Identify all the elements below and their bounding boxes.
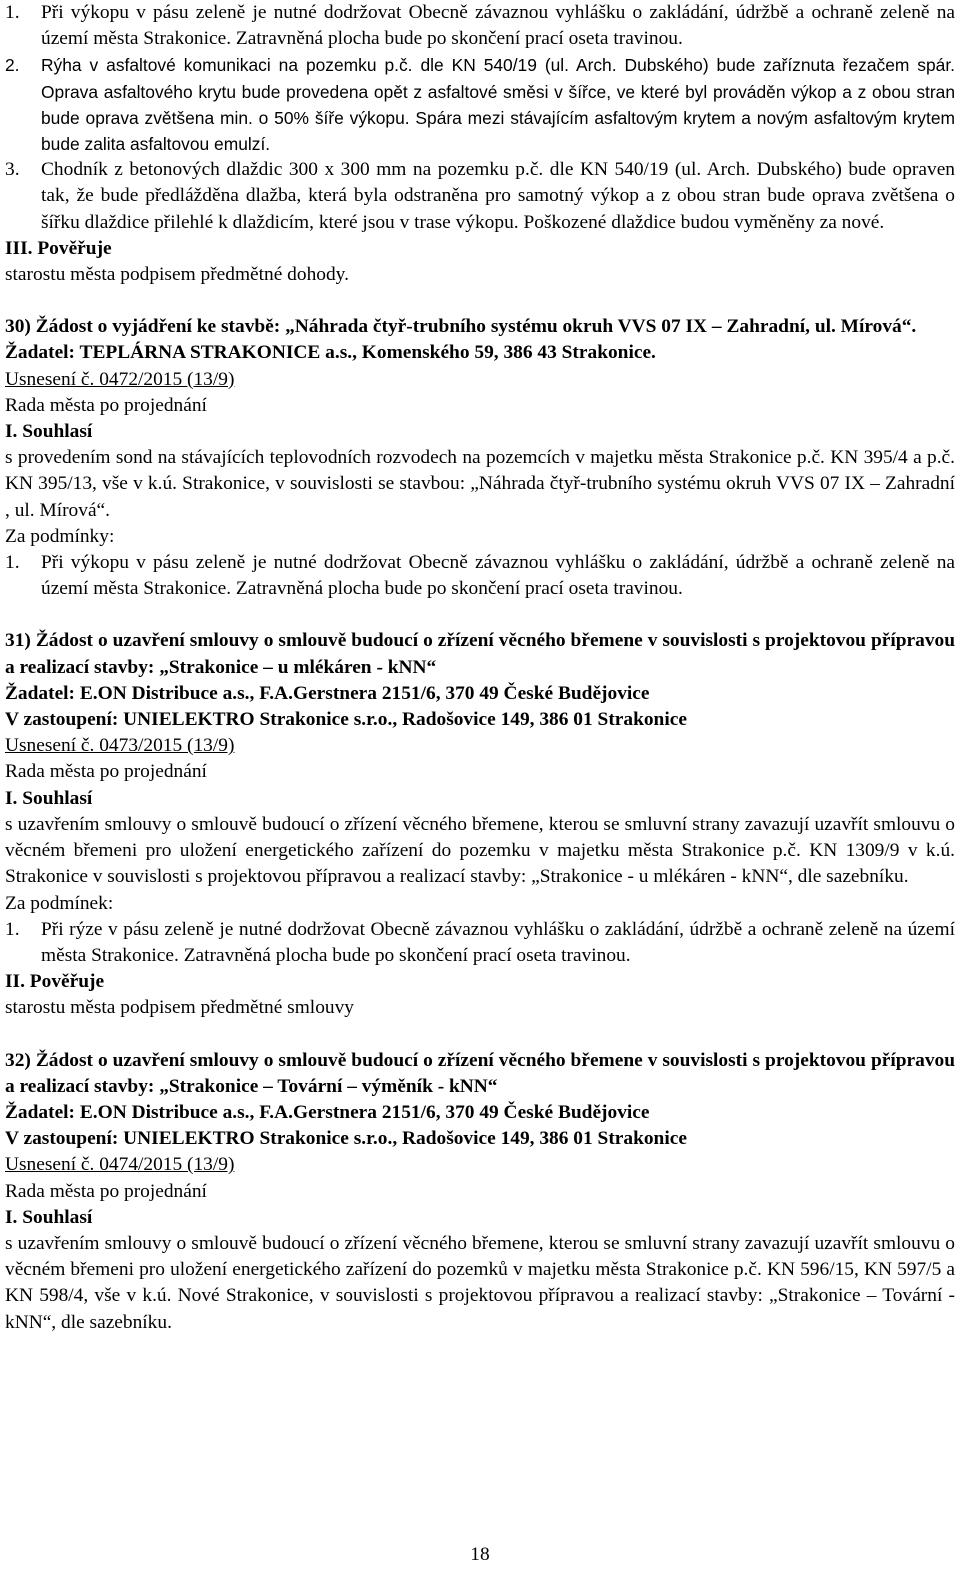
section-heading: I. Souhlasí	[5, 1206, 93, 1228]
condition-item	[5, 52, 955, 157]
item-title: 31) Žádost o uzavření smlouvy o smlouvě budoucí o zřízení věcného břemene v souvislosti s projektovou přípravou a realizací stavby: „Strakonice – u mlékáren - kNN“	[5, 630, 955, 678]
resolution-number: Usnesení č. 0472/2015 (13/9)	[5, 368, 235, 390]
list-number: 1.	[5, 2, 20, 23]
section-text: starostu města podpisem předmětné smlouvy	[5, 997, 354, 1019]
list-number: 2.	[5, 55, 20, 76]
resolution-number: Usnesení č. 0473/2015 (13/9)	[5, 735, 235, 757]
applicant: Žadatel: E.ON Distribuce a.s., F.A.Gerstnera 2151/6, 370 49 České Budějovice	[5, 682, 650, 704]
council-statement: Rada města po projednání	[5, 761, 207, 783]
conditions-label: Za podmínek:	[5, 892, 114, 914]
applicant: Žadatel: E.ON Distribuce a.s., F.A.Gerstnera 2151/6, 370 49 České Budějovice	[5, 1101, 650, 1123]
section-heading: II. Pověřuje	[5, 971, 105, 993]
list-text: Při rýze v pásu zeleně je nutné dodržovat Obecně závaznou vyhlášku o zakládání, údržbě a ochraně zeleně na území města Strakonice. Zatravněná plocha bude po skončení prací oseta travinou.	[41, 918, 955, 966]
section-text: s provedením sond na stávajících teplovodních rozvodech na pozemcích v majetku města Strakonice p.č. KN 395/4 a p.č. KN 395/13, vše v k.ú. Strakonice, v souvislosti se stavbou: „Náhrada čtyř-trubního systému okruh VVS 07 IX – Zahradní , ul. Mírová“.	[5, 447, 955, 521]
list-text: Rýha v asfaltové komunikaci na pozemku p.č. dle KN 540/19 (ul. Arch. Dubského) bude zaříznuta řezačem spár. Oprava asfaltového krytu bude provedena opět z asfaltové směsi v šířce, ve které byl prováděn výkop a z obou stran bude oprava zvětšena min. o 50% šíře výkopu. Spára mezi stávajícím asfaltovým krytem a novým asfaltovým krytem bude zalita asfaltovou emulzí.	[41, 55, 955, 155]
item-title: 32) Žádost o uzavření smlouvy o smlouvě budoucí o zřízení věcného břemene v souvislosti s projektovou přípravou a realizací stavby: „Strakonice – Tovární – výměník - kNN“	[5, 1049, 955, 1097]
condition-item	[5, 0, 955, 52]
council-statement: Rada města po projednání	[5, 394, 207, 416]
applicant: Žadatel: TEPLÁRNA STRAKONICE a.s., Komenského 59, 386 43 Strakonice.	[5, 342, 656, 364]
section-heading: III. Pověřuje	[5, 237, 112, 259]
list-text: Při výkopu v pásu zeleně je nutné dodržovat Obecně závaznou vyhlášku o zakládání, údržbě a ochraně zeleně na území města Strakonice. Zatravněná plocha bude po skončení prací oseta travinou.	[41, 2, 955, 50]
section-text: starostu města podpisem předmětné dohody.	[5, 264, 349, 286]
condition-item	[5, 550, 955, 602]
document-page	[5, 0, 955, 1336]
resolution-number: Usnesení č. 0474/2015 (13/9)	[5, 1154, 235, 1176]
section-heading: I. Souhlasí	[5, 787, 93, 809]
list-number: 3.	[5, 159, 20, 181]
conditions-label: Za podmínky:	[5, 525, 115, 547]
list-text: Při výkopu v pásu zeleně je nutné dodržovat Obecně závaznou vyhlášku o zakládání, údržbě a ochraně zeleně na území města Strakonice. Zatravněná plocha bude po skončení prací oseta travinou.	[41, 552, 955, 600]
condition-item	[5, 917, 955, 969]
list-number: 1.	[5, 552, 20, 574]
representative: V zastoupení: UNIELEKTRO Strakonice s.r.o., Radošovice 149, 386 01 Strakonice	[5, 1128, 687, 1150]
list-text: Chodník z betonových dlaždic 300 x 300 mm na pozemku p.č. dle KN 540/19 (ul. Arch. Dubského) bude opraven tak, že bude předlážděna dlažba, která byla odstraněna pro samotný výkop a z obou stran bude oprava zvětšena o šířku dlaždice přilehlé k dlaždicím, které jsou v trase výkopu. Poškozené dlaždice budou vyměněny za nové.	[41, 159, 955, 233]
council-statement: Rada města po projednání	[5, 1180, 207, 1202]
section-text: s uzavřením smlouvy o smlouvě budoucí o zřízení věcného břemene, kterou se smluvní strany zavazují uzavřít smlouvu o věcném břemeni pro uložení energetického zařízení do pozemku v majetku města Strakonice p.č. KN 1309/9 v k.ú. Strakonice v souvislosti s projektovou přípravou a realizací stavby: „Strakonice - u mlékáren - kNN“, dle sazebníku.	[5, 813, 955, 888]
item-title: 30) Žádost o vyjádření ke stavbě: „Náhrada čtyř-trubního systému okruh VVS 07 IX – Zahradní, ul. Mírová“.	[5, 316, 917, 338]
condition-item	[5, 157, 955, 236]
section-text: s uzavřením smlouvy o smlouvě budoucí o zřízení věcného břemene, kterou se smluvní strany zavazují uzavřít smlouvu o věcném břemeni pro uložení energetického zařízení do pozemků v majetku města Strakonice p.č. KN 596/15, KN 597/5 a KN 598/4, vše v k.ú. Nové Strakonice, v souvislosti s projektovou přípravou a realizací stavby: „Strakonice – Tovární - kNN“, dle sazebníku.	[5, 1232, 955, 1333]
list-number: 1.	[5, 918, 20, 940]
page-number: 18	[470, 1544, 490, 1565]
section-heading: I. Souhlasí	[5, 421, 93, 443]
representative: V zastoupení: UNIELEKTRO Strakonice s.r.o., Radošovice 149, 386 01 Strakonice	[5, 709, 687, 731]
